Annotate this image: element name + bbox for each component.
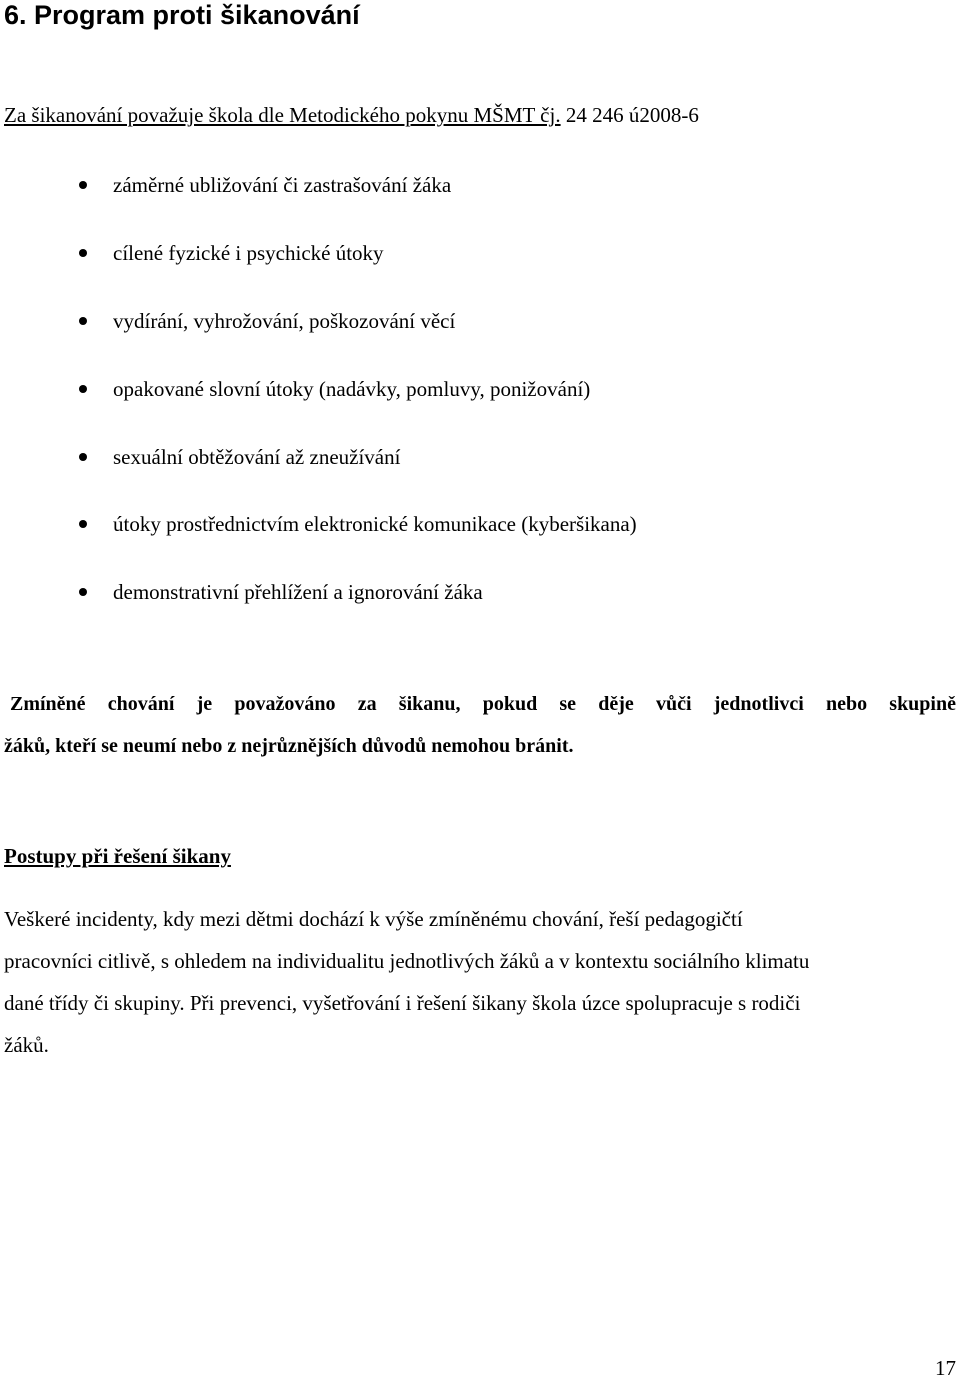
intro-underlined-text: Za šikanování považuje škola dle Metodického pokynu MŠMT čj. (4, 103, 561, 127)
bullying-definition-paragraph (4, 683, 956, 767)
bullet-icon (79, 520, 87, 528)
bullet-icon (79, 588, 87, 596)
intro-reference-number: 24 246 ú2008-6 (560, 103, 699, 127)
list-item-text: útoky prostřednictvím elektronické komunikace (kyberšikana) (113, 512, 637, 536)
bullet-icon (79, 317, 87, 325)
paragraph-line: žáků, kteří se neumí nebo z nejrůznějších důvodů nemohou bránit. (4, 735, 574, 757)
paragraph-line: Veškeré incidenty, kdy mezi dětmi dochází k výše zmíněnému chování, řeší pedagogičtí (4, 907, 743, 931)
list-item-text: demonstrativní přehlížení a ignorování žáka (113, 580, 483, 604)
section-heading: 6. Program proti šikanování (4, 0, 360, 30)
list-item-text: záměrné ubližování či zastrašování žáka (113, 173, 452, 197)
procedures-subheading: Postupy při řešení šikany (4, 844, 231, 868)
intro-sentence (4, 102, 699, 128)
list-item-text: opakované slovní útoky (nadávky, pomluvy, ponižování) (113, 377, 591, 401)
paragraph-line: dané třídy či skupiny. Při prevenci, vyšetřování i řešení šikany škola úzce spolupracuje s rodiči (4, 991, 801, 1015)
list-item-text: vydírání, vyhrožování, poškozování věcí (113, 309, 456, 333)
procedures-paragraph (4, 898, 944, 1066)
paragraph-line: pracovníci citlivě, s ohledem na individualitu jednotlivých žáků a v kontextu sociálního klimatu (4, 949, 810, 973)
bullet-icon (79, 249, 87, 257)
list-item-text: sexuální obtěžování až zneužívání (113, 445, 401, 469)
bullet-icon (79, 181, 87, 189)
paragraph-line: Zmíněné chování je považováno za šikanu, pokud se děje vůči jednotlivci nebo skupině (10, 693, 956, 715)
page-number: 17 (935, 1356, 956, 1380)
bullet-icon (79, 385, 87, 393)
paragraph-line: žáků. (4, 1033, 49, 1057)
bullet-icon (79, 453, 87, 461)
list-item-text: cílené fyzické i psychické útoky (113, 241, 384, 265)
